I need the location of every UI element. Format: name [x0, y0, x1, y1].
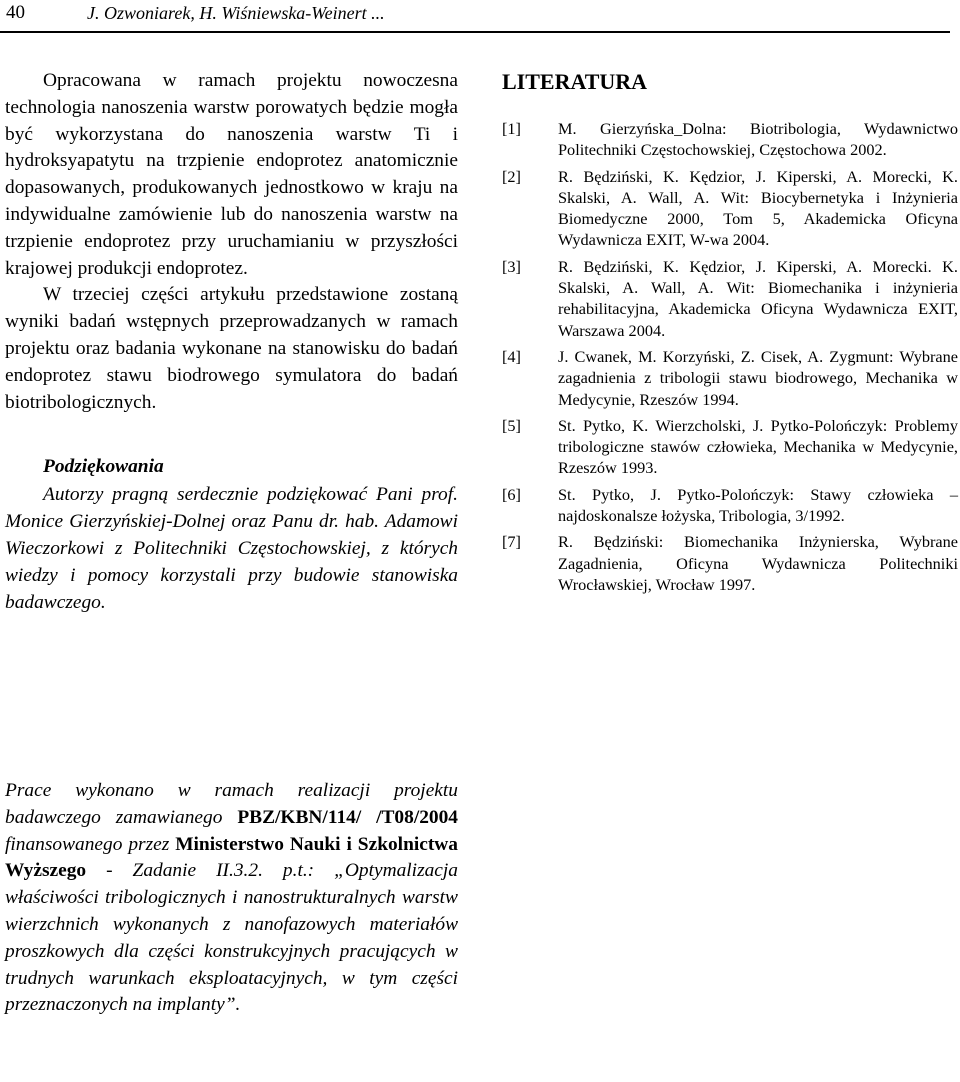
reference-text: St. Pytko, J. Pytko-Polończyk: Stawy człowieka – najdoskonalsze łożyska, Tribologia, 3/1992. — [558, 484, 958, 526]
reference-number: [1] — [502, 119, 521, 138]
acknowledgements-section — [5, 454, 458, 616]
reference-item — [502, 166, 958, 251]
funding-text-3: - Zadanie II.3.2. p.t.: „Optymalizacja właściwości tribologicznych i nanostrukturalnych warstw wierzchnich wykonanych z nanofazowych materiałów proszkowych dla części konstrukcyjnych pracujących w trudnych warunkach eksploatacyjnych, w tym części przeznaczonych na implanty”. — [5, 860, 458, 1016]
running-head: J. Ozwoniarek, H. Wiśniewska-Weinert ... — [87, 3, 385, 23]
reference-item — [502, 346, 958, 410]
reference-text: R. Będziński, K. Kędzior, J. Kiperski, A. Morecki, K. Skalski, A. Wall, A. Wit: Biocybernetyka i Inżynieria Biomedyczne 2000, Tom 5, Akademicka Oficyna Wydawnicza EXIT, W-wa 2004. — [558, 166, 958, 250]
reference-number: [3] — [502, 256, 521, 276]
reference-number: [7] — [502, 532, 521, 552]
reference-text: R. Będziński, K. Kędzior, J. Kiperski, A. Morecki. K. Skalski, A. Wall, A. Wit: Biomechanika i inżynieria rehabilitacyjna, Akademicka Oficyna Wydawnicza EXIT, Warszawa 2004. — [558, 256, 958, 340]
left-column — [5, 68, 458, 616]
funding-text-2: finansowanego przez — [5, 833, 176, 855]
page-number: 40 — [6, 2, 25, 23]
funding-text-1: Prace wykonano w ramach realizacji projektu badawczego zamawianego — [5, 780, 458, 828]
reference-list — [502, 118, 958, 595]
reference-item — [502, 484, 958, 527]
reference-item — [502, 256, 958, 341]
reference-text: R. Będziński: Biomechanika Inżynierska, Wybrane Zagadnienia, Oficyna Wydawnicza Politechniki Wrocławskiej, Wrocław 1997. — [558, 532, 958, 594]
right-column — [502, 68, 958, 600]
literature-title: LITERATURA — [502, 69, 648, 94]
page-header — [0, 0, 960, 32]
reference-number: [5] — [502, 415, 521, 435]
funding-note — [5, 778, 458, 1019]
reference-text: M. Gierzyńska_Dolna: Biotribologia, Wydawnictwo Politechniki Częstochowskiej, Częstochowa 2002. — [558, 119, 958, 160]
body-paragraph-2: W trzeciej części artykułu przedstawione zostaną wyniki badań wstępnych przeprowadzanych w ramach projektu oraz badania wykonane na stanowisku do badań endoprotez stawu biodrowego symulatora do badań biotribologicznych. — [5, 284, 458, 413]
reference-number: [6] — [502, 484, 521, 504]
reference-text: J. Cwanek, M. Korzyński, Z. Cisek, A. Zygmunt: Wybrane zagadnienia z tribologii stawu biodrowego, Mechanika w Medycynie, Rzeszów 1994. — [558, 346, 958, 409]
reference-text: St. Pytko, K. Wierzcholski, J. Pytko-Polończyk: Problemy tribologiczne stawów człowieka, Mechanika w Medycynie, Rzeszów 1993. — [558, 415, 958, 478]
reference-number: [2] — [502, 166, 521, 186]
reference-number: [4] — [502, 346, 521, 366]
header-rule — [0, 31, 950, 33]
acknowledgements-text: Autorzy pragną serdecznie podziękować Pani prof. Monice Gierzyńskiej-Dolnej oraz Panu dr. hab. Adamowi Wieczorkowi z Politechniki Częstochowskiej, z których wiedzy i pomocy korzystali przy budowie stanowiska badawczego. — [5, 484, 458, 613]
grant-number: PBZ/KBN/114/ /T08/2004 — [237, 806, 458, 828]
reference-item — [502, 118, 958, 161]
body-paragraph-1: Opracowana w ramach projektu nowoczesna technologia nanoszenia warstw porowatych będzie mogła być wykorzystana do nanoszenia warstw Ti i hydroksyapatytu na trzpienie endoprotez anatomicznie dopasowanych, produkowanych jednostkowo w kraju na indywidualne zamówienie lub do nanoszenia warstw na trzpienie endoprotez przy uruchamianiu w przyszłości krajowej produkcji endoprotez. — [5, 70, 458, 279]
reference-item — [502, 415, 958, 479]
ministry-name: Ministerstwo Nauki i Szkolnictwa Wyższego — [5, 833, 458, 882]
reference-item — [502, 531, 958, 595]
acknowledgements-heading: Podziękowania — [43, 456, 164, 478]
